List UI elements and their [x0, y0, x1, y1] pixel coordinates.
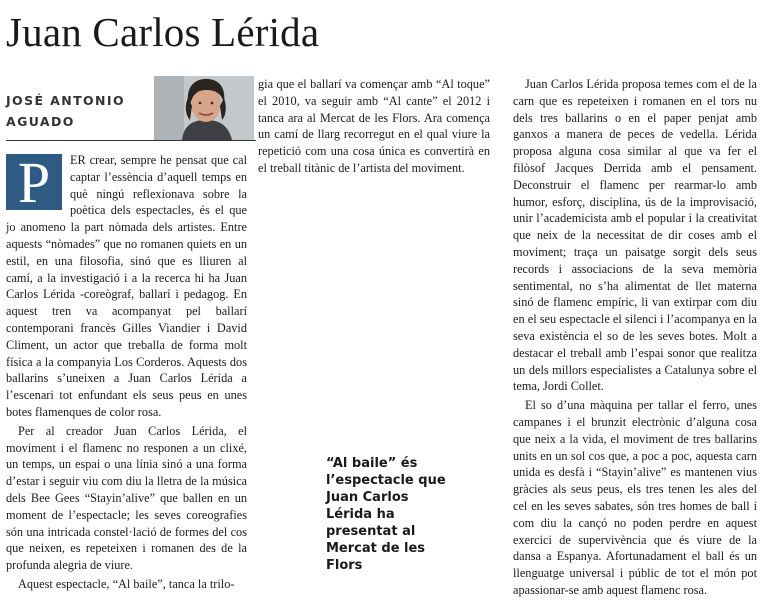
paragraph: gia que el ballarí va començar amb “Al toque” el 2010, va seguir amb “Al cante” el 2012 i tanca ara al Mercat de les Flors. Ara comença un camí de llarg recorregut en el qual viure la repetició com una cosa única es convertirà en el treball titànic de l’artista del moviment.: [258, 77, 490, 175]
column-1: [6, 152, 247, 595]
byline-block: [6, 76, 256, 141]
author-photo: [154, 76, 254, 140]
drop-cap: P: [6, 154, 62, 210]
author-name: [6, 90, 146, 132]
author-portrait-icon: [154, 76, 254, 140]
column-3: [513, 76, 757, 601]
paragraph: Aquest espectacle, “Al baile”, tanca la trilo-: [18, 576, 235, 591]
paragraph: ER crear, sempre he pensat que cal captar l’essència d’aquell temps en què ningú reflexionava sobre la poètica dels espectacles, és el que jo anomeno la part nòmada dels artistes. Entre aquests “nòmades” que no romanen quiets en un estil, en una filosofia, sinó que es lliuren al camí, a la investigació i a la recerca hi ha Juan Carlos Lérida -coreògraf, ballarí i pedagog. En aquest tren va acompanyat pel ballarí contemporani francès Gilles Viandier i David Climent, un actor que treballa de forma molt física a la companyia Los Corderos. Aquests dos ballarins s’uneixen a Juan Carlos Lérida a l’escenari tot enfundant els seus peus en unes botes flamenques de color rosa.: [6, 153, 247, 419]
pull-quote: “Al baile” és l’espectacle que Juan Carlos Lérida ha presentat al Mercat de les Flors: [326, 456, 446, 573]
author-name-text: JOSÉ ANTONIO AGUADO: [6, 93, 125, 129]
headline: Juan Carlos Lérida: [6, 9, 320, 55]
paragraph: Per al creador Juan Carlos Lérida, el moviment i el flamenc no responen a un clixé, un temps, un espai o una línia sinó a una forma d’estar i seguir viu com diu la lletra de la música dels Bee Gees “Stayin’alive” que ballen en un moment de l’espectacle; les seves coreografies són una intricada constel·lació de formes del cos que neixen, es repeteixen i romanen des de la profunda alegria de viure.: [6, 423, 247, 573]
column-2: [258, 76, 490, 179]
paragraph: Juan Carlos Lérida proposa temes com el de la carn que es repeteixen i romanen en el tors nu dels tres ballarins o en el paper penjat amb ganxos a manera de peces de vedella. Lérida proposa alguna cosa similar al que va fer el filòsof Jacques Derrida amb el pensament. Deconstruir el flamenc per rearmar-lo amb humor, esforç, disciplina, ús de la improvisació, unir l’academicista amb el popular i la creativitat que neix de la necessitat de dir coses amb el moviment; traça un paisatge sorgit dels seus records i associacions de la seva memòria sentimental, no s’ha alimentat de llet materna sinó de flamenc empíric, li van extirpar com diu en el seu espectacle el silenci i l’acompanya en la seva existència el so de les seves botes. Molt a destacar el treball amb l’espai sonor que realitza un dels millors especialistes a Catalunya sobre el tema, Jordi Collet.: [513, 77, 757, 394]
paragraph: El so d’una màquina per tallar el ferro, unes campanes i el brunzit electrònic d’alguna cosa que neix a la vida, el moviment de tres ballarins units en un sol cos que, a poc a poc, aquesta carn unida es desfà i “Stayin’alive” es mantenen vius gràcies als seus peus, els tres tenen les ales del cel en les seves sabates, són tres homes de ball i com diu la cançó no poden perdre en aquest exercici de supervivència que és viure de la dansa a Espanya. Afortunadament el ball és un llenguatge universal i públic de tot el món pot apassionar-se amb aquest flamenc rosa.: [513, 398, 757, 597]
